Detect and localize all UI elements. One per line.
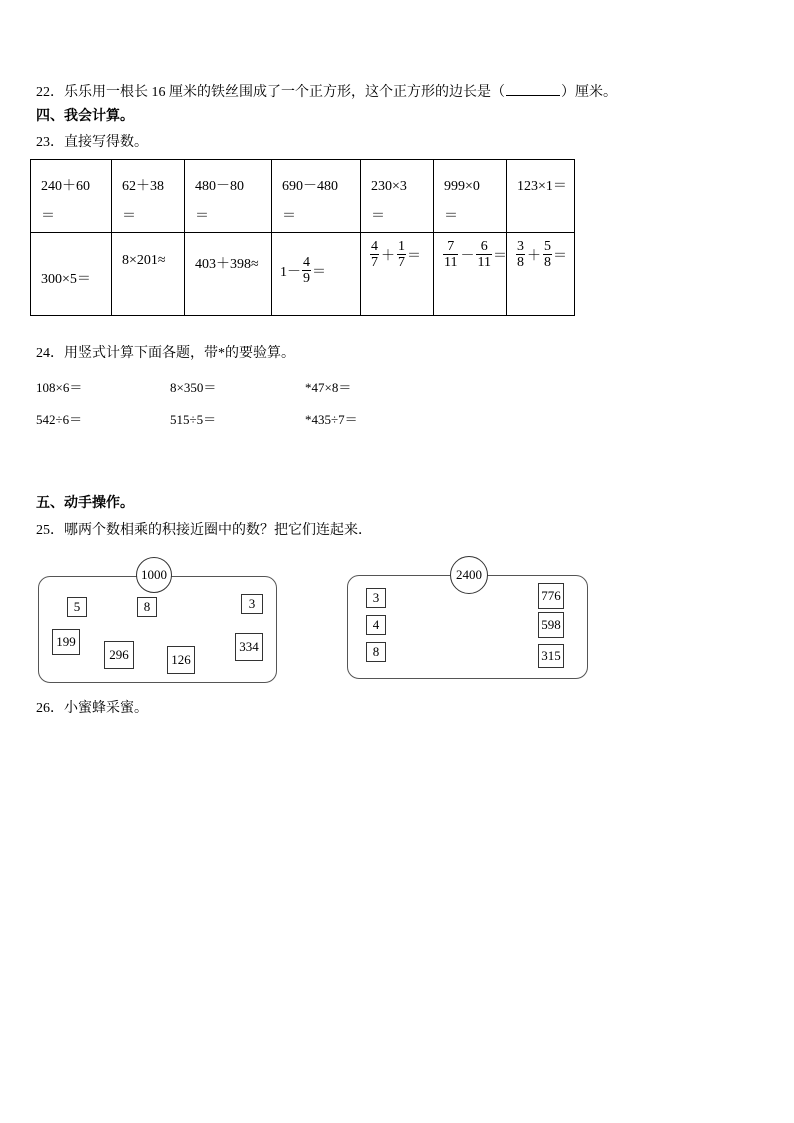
numerator: 4 bbox=[371, 239, 378, 254]
equals-sign: ＝ bbox=[407, 248, 421, 264]
number-box[interactable]: 296 bbox=[104, 641, 134, 669]
fraction bbox=[302, 255, 311, 286]
question-22-suffix: ）厘米。 bbox=[561, 85, 617, 100]
calc-cell[interactable] bbox=[434, 160, 507, 233]
equals-sign: ＝ bbox=[553, 248, 567, 264]
calc-expression: 62＋38 bbox=[122, 179, 164, 194]
target-circle-1000[interactable]: 1000 bbox=[136, 557, 172, 593]
number-box[interactable]: 3 bbox=[366, 588, 386, 608]
number-box[interactable]: 598 bbox=[538, 612, 564, 638]
numerator: 1 bbox=[398, 239, 405, 254]
numerator: 3 bbox=[517, 239, 524, 254]
number-box[interactable]: 5 bbox=[67, 597, 87, 617]
denominator: 9 bbox=[303, 271, 310, 286]
calc-cell[interactable] bbox=[185, 233, 272, 316]
number-box[interactable]: 199 bbox=[52, 629, 80, 655]
fraction-expression bbox=[515, 239, 567, 270]
calc-expression: 300×5＝ bbox=[41, 272, 91, 287]
fraction bbox=[397, 239, 406, 270]
target-circle-2400[interactable]: 2400 bbox=[450, 556, 488, 594]
denominator: 7 bbox=[398, 255, 405, 270]
column-calc-item[interactable]: 515÷5＝ bbox=[170, 412, 217, 427]
calc-cell[interactable] bbox=[112, 233, 185, 316]
equals-sign: ＝ bbox=[312, 264, 326, 280]
denominator: 8 bbox=[517, 255, 524, 270]
question-25-title: 25．哪两个数相乘的积接近圈中的数？把它们连起来． bbox=[36, 523, 372, 538]
calc-expression: 690－480 bbox=[282, 179, 338, 194]
fraction-expression bbox=[442, 239, 507, 270]
number-box[interactable]: 8 bbox=[366, 642, 386, 662]
column-calc-item[interactable]: 542÷6＝ bbox=[36, 412, 83, 427]
equals-sign: ＝ bbox=[195, 209, 209, 224]
fraction-expression bbox=[280, 255, 326, 286]
number-box[interactable]: 334 bbox=[235, 633, 263, 661]
column-calc-item[interactable]: 8×350＝ bbox=[170, 380, 217, 395]
fraction bbox=[516, 239, 525, 270]
numerator: 6 bbox=[476, 239, 491, 255]
equals-sign: ＝ bbox=[492, 248, 507, 264]
calc-cell[interactable] bbox=[434, 233, 507, 316]
equals-sign: ＝ bbox=[41, 209, 55, 224]
denominator: 11 bbox=[444, 255, 458, 270]
question-24-title: 24．用竖式计算下面各题，带*的要验算。 bbox=[36, 346, 295, 361]
calc-expression: 480－80 bbox=[195, 179, 244, 194]
calc-expression: 999×0 bbox=[444, 179, 480, 194]
fraction-expression bbox=[369, 239, 421, 270]
calc-expression: 230×3 bbox=[371, 179, 407, 194]
calc-cell[interactable] bbox=[272, 233, 361, 316]
mental-math-table bbox=[30, 159, 575, 316]
numerator: 5 bbox=[544, 239, 551, 254]
calc-expression: 8×201≈ bbox=[122, 253, 166, 268]
question-22 bbox=[36, 83, 617, 102]
calc-cell[interactable] bbox=[185, 160, 272, 233]
question-22-text: 22．乐乐用一根长 16 厘米的铁丝围成了一个正方形，这个正方形的边长是（ bbox=[36, 85, 505, 100]
calc-cell[interactable] bbox=[507, 160, 575, 233]
numerator: 7 bbox=[443, 239, 458, 255]
number-box[interactable]: 126 bbox=[167, 646, 195, 674]
fraction bbox=[476, 239, 491, 270]
calc-expression: 123×1＝ bbox=[517, 179, 567, 194]
calc-cell[interactable] bbox=[31, 160, 112, 233]
calc-expression: 1－ bbox=[280, 264, 301, 280]
question-23-title: 23．直接写得数。 bbox=[36, 135, 148, 150]
denominator: 8 bbox=[544, 255, 551, 270]
column-calc-item[interactable]: *47×8＝ bbox=[305, 380, 352, 395]
equals-sign: ＝ bbox=[122, 209, 136, 224]
operator: ＋ bbox=[527, 248, 541, 264]
calc-cell[interactable] bbox=[112, 160, 185, 233]
number-box[interactable]: 4 bbox=[366, 615, 386, 635]
fraction bbox=[370, 239, 379, 270]
calc-cell[interactable] bbox=[31, 233, 112, 316]
numerator: 4 bbox=[303, 255, 310, 270]
operator: ＋ bbox=[381, 248, 395, 264]
calc-cell[interactable] bbox=[361, 160, 434, 233]
fraction bbox=[543, 239, 552, 270]
number-box[interactable]: 8 bbox=[137, 597, 157, 617]
calc-cell[interactable] bbox=[272, 160, 361, 233]
calc-expression: 403＋398≈ bbox=[195, 257, 259, 272]
section-4-heading: 四、我会计算。 bbox=[36, 109, 134, 124]
fraction bbox=[443, 239, 458, 270]
calc-cell[interactable] bbox=[361, 233, 434, 316]
calc-expression: 240＋60 bbox=[41, 179, 90, 194]
denominator: 11 bbox=[477, 255, 491, 270]
number-box[interactable]: 315 bbox=[538, 644, 564, 668]
equals-sign: ＝ bbox=[282, 209, 296, 224]
calc-cell[interactable] bbox=[507, 233, 575, 316]
operator: － bbox=[460, 248, 475, 264]
number-box[interactable]: 776 bbox=[538, 583, 564, 609]
answer-blank[interactable] bbox=[506, 83, 560, 96]
equals-sign: ＝ bbox=[444, 209, 458, 224]
equals-sign: ＝ bbox=[371, 209, 385, 224]
number-box[interactable]: 3 bbox=[241, 594, 263, 614]
section-5-heading: 五、动手操作。 bbox=[36, 496, 134, 511]
question-26-title: 26．小蜜蜂采蜜。 bbox=[36, 701, 148, 716]
column-calc-item[interactable]: 108×6＝ bbox=[36, 380, 83, 395]
column-calc-item[interactable]: *435÷7＝ bbox=[305, 412, 358, 427]
denominator: 7 bbox=[371, 255, 378, 270]
